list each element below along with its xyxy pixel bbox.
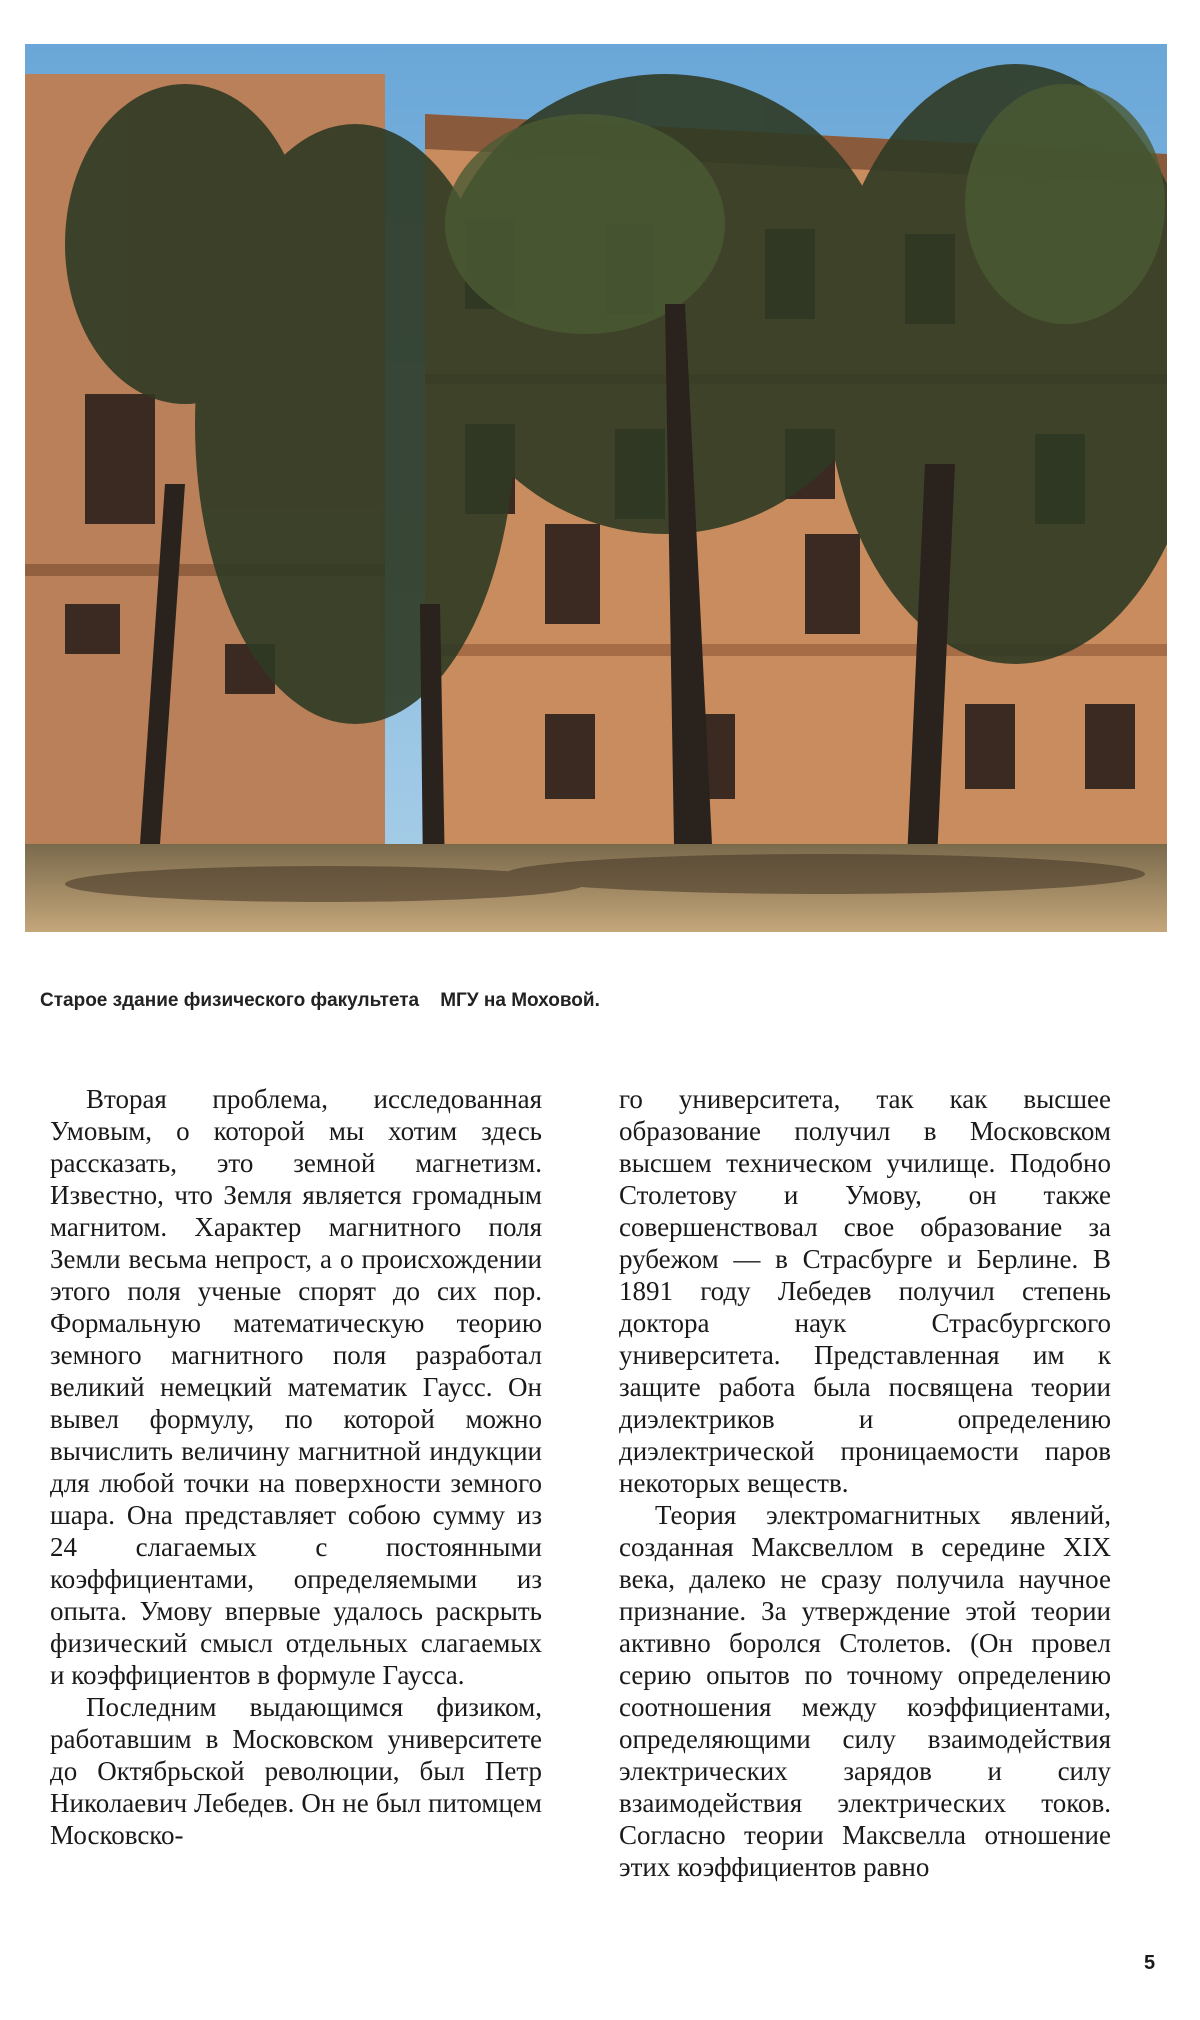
photo-caption: Старое здание физического факультета МГУ на Моховой. (40, 990, 600, 1011)
paragraph: Последним выдающимся физиком, работавшим в Московском университете до Октябрьской революции, был Петр Николаевич Лебедев. Он не был питомцем Московско- (50, 1692, 542, 1850)
text-column-right (619, 1083, 1111, 1883)
page-number: 5 (1144, 1952, 1156, 1974)
paragraph: го университета, так как высшее образование получил в Московском высшем техническом училище. Подобно Столетову и Умову, он также совершенствовал свое образование за рубежом — в Страсбурге и Берлине. В 1891 году Лебедев получил степень доктора наук Страсбургского университета. Представленная им к защите работа была посвящена теории диэлектриков и определению диэлектрической проницаемости паров некоторых веществ. (619, 1084, 1111, 1498)
text-column-left (50, 1083, 542, 1851)
building-photo-icon (25, 44, 1167, 932)
paragraph: Вторая проблема, исследованная Умовым, о которой мы хотим здесь рассказать, это земной магнетизм. Известно, что Земля является громадным магнитом. Характер магнитного поля Земли весьма непрост, а о происхождении этого поля ученые спорят до сих пор. Формальную математическую теорию земного магнитного поля разработал великий немецкий математик Гаусс. Он вывел формулу, по которой можно вычислить величину магнитной индукции для любой точки на поверхности земного шара. Она представляет собою сумму из 24 слагаемых с постоянными коэффициентами, определяемыми из опыта. Умову впервые удалось раскрыть физический смысл отдельных слагаемых и коэффициентов в формуле Гаусса. (50, 1084, 542, 1690)
building-photo (25, 44, 1167, 932)
paragraph: Теория электромагнитных явлений, созданная Максвеллом в середине XIX века, далеко не сразу получила научное признание. За утверждение этой теории активно боролся Столетов. (Он провел серию опытов по точному определению соотношения между коэффициентами, определяющими силу взаимодействия электрических зарядов и силу взаимодействия электрических токов. Согласно теории Максвелла отношение этих коэффициентов равно (619, 1500, 1111, 1882)
